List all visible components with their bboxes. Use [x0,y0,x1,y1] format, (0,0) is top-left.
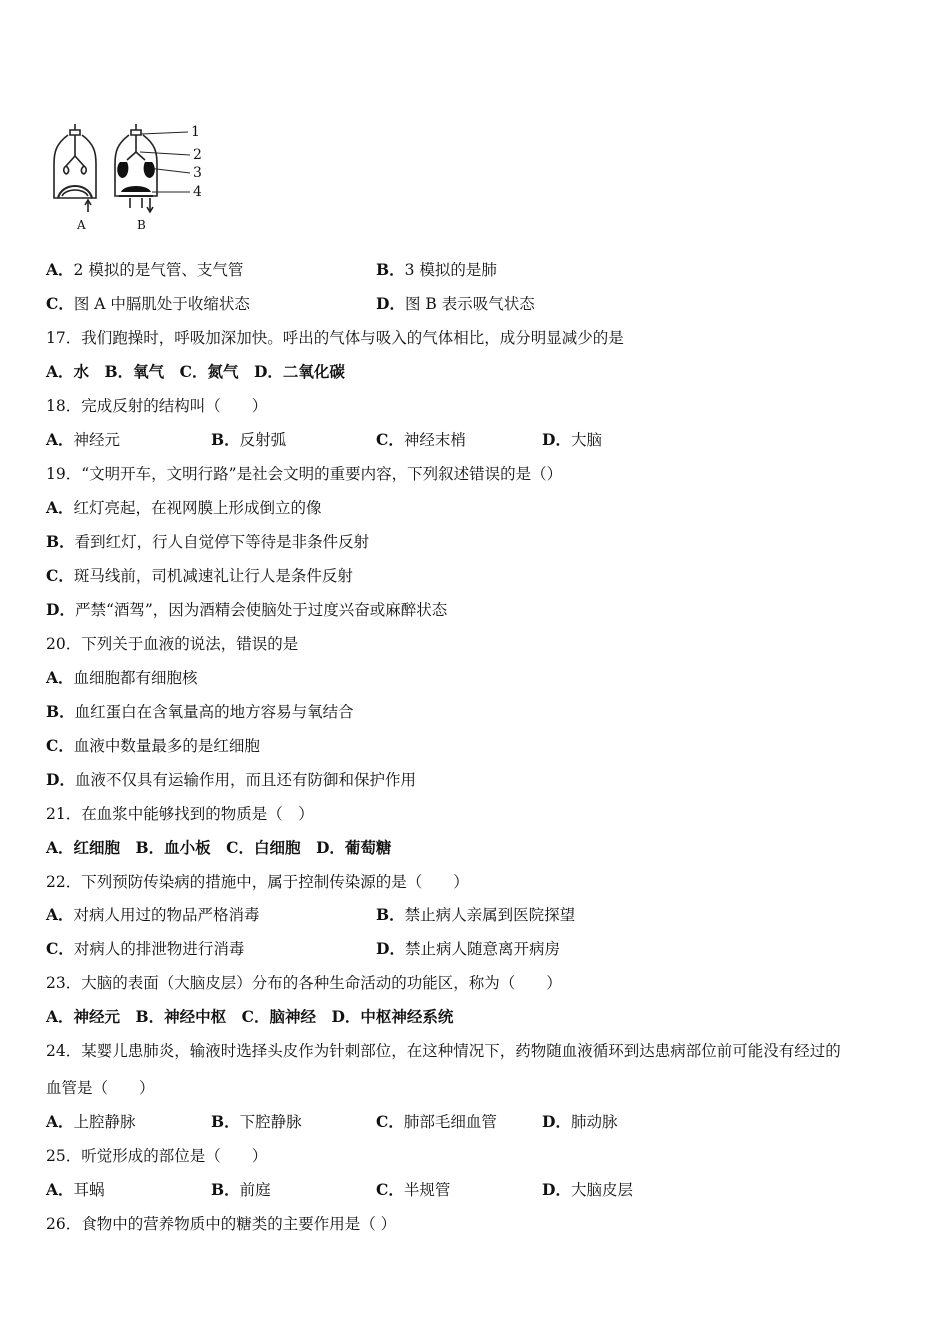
q19-option-b[interactable]: B．看到红灯，行人自觉停下等待是非条件反射 [46,532,370,551]
q19-option-c[interactable]: C．斑马线前，司机减速礼让行人是条件反射 [46,566,353,585]
q22-option-b[interactable]: B．禁止病人亲属到医院探望 [376,905,576,924]
callout-label-1: 1 [191,124,200,140]
q20-option-b[interactable]: B．血红蛋白在含氧量高的地方容易与氧结合 [46,702,354,721]
q25-option-a[interactable]: A．耳蜗 [46,1180,105,1199]
q18-stem: 18．完成反射的结构叫（ ） [46,397,268,415]
q18-option-a[interactable]: A．神经元 [46,430,121,449]
q22-option-d[interactable]: D．禁止病人随意离开病房 [376,939,560,958]
q19-option-a[interactable]: A．红灯亮起，在视网膜上形成倒立的像 [46,498,322,517]
q16-option-d[interactable]: D．图 B 表示吸气状态 [376,294,535,313]
q23-options[interactable]: A．神经元 B．神经中枢 C．脑神经 D．中枢神经系统 [46,1007,454,1026]
q22-option-c[interactable]: C．对病人的排泄物进行消毒 [46,939,245,958]
q23-stem: 23．大脑的表面（大脑皮层）分布的各种生命活动的功能区，称为（ ） [46,974,562,992]
q20-option-c[interactable]: C．血液中数量最多的是红细胞 [46,736,260,755]
q17-stem: 17．我们跑操时，呼吸加深加快。呼出的气体与吸入的气体相比，成分明显减少的是 [46,329,624,347]
q20-stem: 20．下列关于血液的说法，错误的是 [46,635,299,653]
q25-option-b[interactable]: B．前庭 [211,1180,271,1199]
bell-jar-lung-model-figure [48,122,218,234]
callout-label-3: 3 [193,165,202,181]
q19-option-d[interactable]: D．严禁“酒驾”，因为酒精会使脑处于过度兴奋或麻醉状态 [46,600,448,619]
q26-stem: 26．食物中的营养物质中的糖类的主要作用是（ ） [46,1215,397,1233]
q25-stem: 25．听觉形成的部位是（ ） [46,1147,268,1165]
q22-stem: 22．下列预防传染病的措施中，属于控制传染源的是（ ） [46,873,469,891]
q19-stem: 19．“文明开车，文明行路”是社会文明的重要内容，下列叙述错误的是（） [46,465,563,483]
q16-option-c[interactable]: C．图 A 中膈肌处于收缩状态 [46,294,250,313]
callout-label-4: 4 [193,184,202,200]
q24-option-c[interactable]: C．肺部毛细血管 [376,1112,497,1131]
q20-option-a[interactable]: A．血细胞都有细胞核 [46,668,198,687]
q24-stem-line1: 24．某婴儿患肺炎，输液时选择头皮作为针刺部位，在这种情况下，药物随血液循环到达患病部位前可能没有经过的 [46,1042,841,1060]
q16-option-a[interactable]: A．2 模拟的是气管、支气管 [46,260,244,279]
q24-option-d[interactable]: D．肺动脉 [542,1112,618,1131]
q25-option-c[interactable]: C．半规管 [376,1180,451,1199]
q21-stem: 21．在血浆中能够找到的物质是（ ） [46,805,314,823]
q25-option-d[interactable]: D．大脑皮层 [542,1180,633,1199]
q24-option-b[interactable]: B．下腔静脉 [211,1112,302,1131]
q18-option-c[interactable]: C．神经末梢 [376,430,466,449]
q17-options[interactable]: A．水 B．氧气 C．氮气 D．二氧化碳 [46,362,345,381]
q24-option-a[interactable]: A．上腔静脉 [46,1112,136,1131]
jar-a-label: A [77,218,86,232]
jar-b-label: B [137,218,146,232]
q18-option-b[interactable]: B．反射弧 [211,430,287,449]
q24-stem-line2: 血管是（ ） [46,1079,155,1097]
q16-option-b[interactable]: B．3 模拟的是肺 [376,260,497,279]
callout-label-2: 2 [193,147,202,163]
q20-option-d[interactable]: D．血液不仅具有运输作用，而且还有防御和保护作用 [46,770,416,789]
q21-options[interactable]: A．红细胞 B．血小板 C．白细胞 D．葡萄糖 [46,838,392,857]
q18-option-d[interactable]: D．大脑 [542,430,602,449]
q22-option-a[interactable]: A．对病人用过的物品严格消毒 [46,905,260,924]
